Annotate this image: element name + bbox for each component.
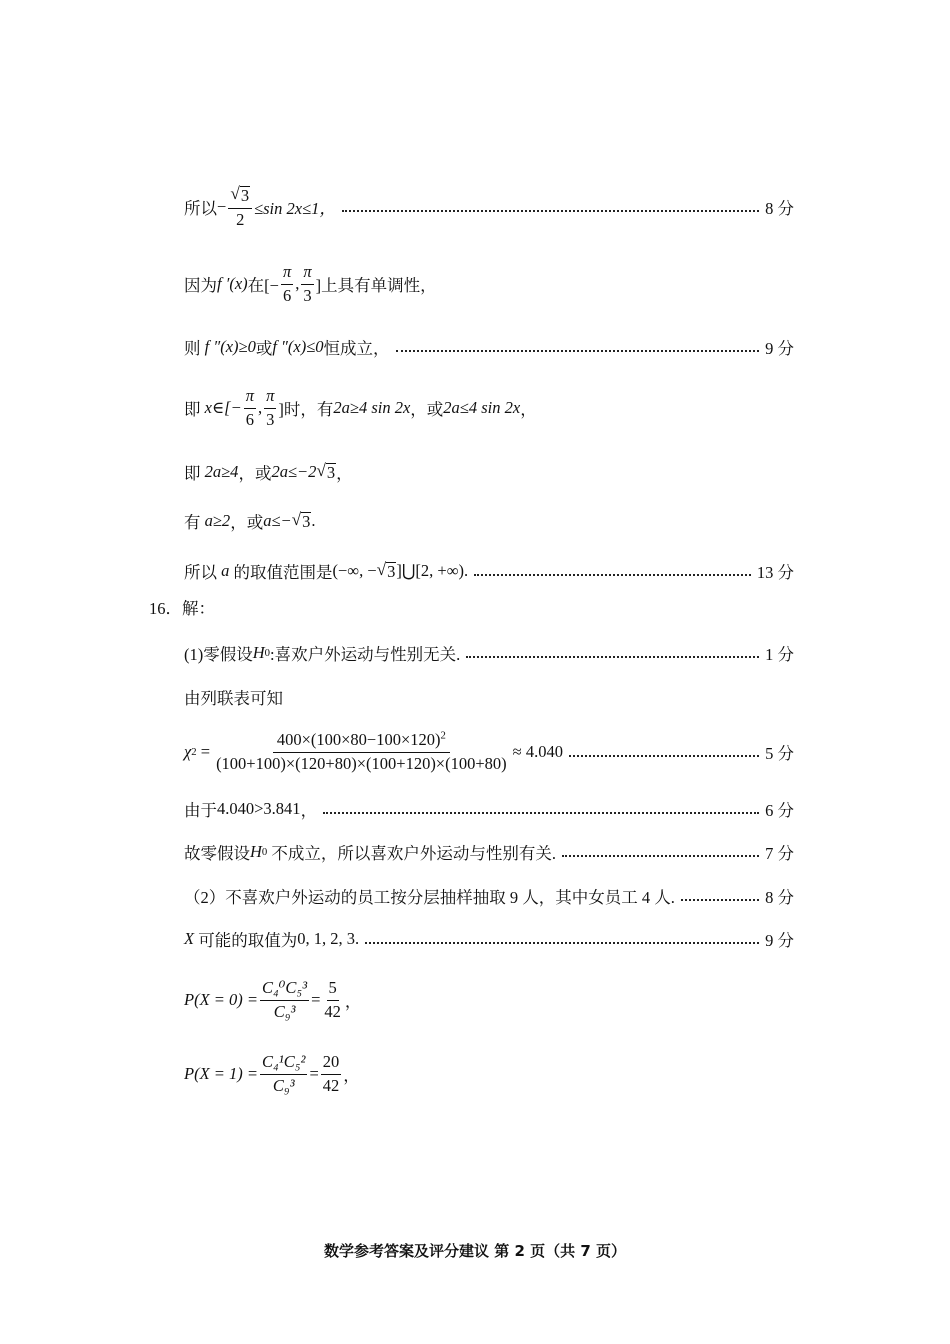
line-sin-range bbox=[184, 184, 794, 229]
fraction-pi-over-6 bbox=[281, 263, 293, 306]
text: 所以 bbox=[184, 199, 217, 218]
hypothesis-symbol: H bbox=[250, 842, 262, 861]
score: 8 分 bbox=[765, 888, 794, 907]
numerator: C₄⁰C₅³ bbox=[260, 979, 309, 1001]
text: ，或 bbox=[238, 464, 272, 483]
denominator: C₉³ bbox=[273, 1001, 296, 1021]
line-a-result bbox=[184, 506, 794, 536]
numerator: π bbox=[244, 387, 256, 409]
values: 0, 1, 2, 3 bbox=[297, 929, 355, 948]
chi-symbol: χ bbox=[184, 742, 192, 761]
denominator: C₉³ bbox=[272, 1075, 295, 1095]
superscript: 2 bbox=[440, 729, 446, 742]
text: . bbox=[311, 511, 316, 530]
text: 即 bbox=[184, 400, 201, 419]
text: 不成立，所以喜欢户外运动与性别有关. bbox=[271, 844, 557, 863]
hypothesis-symbol: H bbox=[252, 643, 265, 662]
text: 所以 bbox=[184, 563, 217, 582]
text: 由列联表可知 bbox=[184, 689, 283, 708]
leader-dots bbox=[342, 210, 759, 212]
problem-16-header: 16．解： bbox=[149, 599, 215, 618]
leader-dots bbox=[365, 942, 759, 944]
leader-dots bbox=[466, 656, 759, 658]
inequality-1: 2a≥4 bbox=[204, 462, 239, 481]
score: 9 分 bbox=[765, 931, 794, 950]
fraction-pi-over-3 bbox=[264, 387, 276, 430]
chi-square-fraction bbox=[212, 731, 511, 774]
text: ]上具有单调性， bbox=[315, 276, 437, 295]
text: 恒成立， bbox=[323, 339, 390, 358]
line-stratified-sampling bbox=[184, 881, 794, 911]
text: ，或 bbox=[410, 400, 444, 419]
line-monotonic bbox=[184, 261, 794, 305]
probability-lhs: P(X = 0) = bbox=[184, 990, 259, 1009]
line-p-x-1 bbox=[184, 1049, 794, 1099]
denominator: 42 bbox=[324, 1001, 341, 1021]
text: (1)零假设 bbox=[184, 645, 253, 664]
line-null-hypothesis: (1)零假设 H 0 :喜欢户外运动与性别无关. 1 分 bbox=[184, 643, 794, 664]
inequality-1: a≥2 bbox=[204, 511, 231, 530]
text: 或 bbox=[255, 339, 273, 358]
sqrt: √ 3 bbox=[316, 461, 336, 483]
derivative: f ′(x) bbox=[217, 274, 248, 293]
inequality-2: a≤− bbox=[263, 511, 292, 530]
score: 5 分 bbox=[765, 744, 794, 763]
text: . bbox=[354, 929, 360, 948]
approx-value: ≈ 4.040 bbox=[512, 742, 563, 761]
result-fraction bbox=[322, 979, 343, 1022]
numerator: C₄¹C₅² bbox=[260, 1053, 307, 1075]
equals: = bbox=[311, 990, 321, 1009]
text: ， bbox=[343, 1066, 360, 1085]
denominator: 2 bbox=[236, 209, 245, 229]
score: 7 分 bbox=[765, 844, 794, 863]
interval-left: (−∞, − bbox=[332, 561, 377, 580]
radicand: 3 bbox=[387, 562, 396, 582]
sqrt: √ 3 bbox=[291, 510, 311, 532]
fraction-sqrt3-over-2: √ 3 2 bbox=[228, 184, 252, 229]
probability-lhs: P(X = 1) = bbox=[184, 1064, 259, 1083]
separator: , bbox=[258, 398, 263, 417]
score: 9 分 bbox=[765, 339, 794, 358]
text: 在[− bbox=[247, 276, 279, 295]
line-a-bounds bbox=[184, 457, 794, 487]
result-fraction bbox=[321, 1053, 342, 1096]
numerator: π bbox=[281, 263, 293, 285]
numerator: 5 bbox=[327, 979, 339, 1001]
line-range-of-a bbox=[184, 556, 794, 586]
line-chi-square: χ 2 = $\frac{400\times(100\times 80-100\times 120)^2}{(100+100)\times(120+80)\times(100+120)\times(100+80)}$ ≈ 4.040 5 分 bbox=[184, 729, 794, 773]
text: ， bbox=[300, 801, 318, 820]
text: （2）不喜欢户外运动的员工按分层抽样抽取 9 人，其中女员工 4 人. bbox=[184, 888, 675, 907]
line-possible-values bbox=[184, 924, 794, 954]
numerator: 20 bbox=[321, 1053, 342, 1075]
inequality: 4.040>3.841 bbox=[217, 799, 301, 818]
line-p-x-0 bbox=[184, 975, 794, 1025]
leader-dots bbox=[681, 899, 759, 901]
text: 即 bbox=[184, 464, 201, 483]
text: :喜欢户外运动与性别无关. bbox=[270, 645, 461, 664]
text: 的取值范围是 bbox=[233, 563, 333, 582]
variable: a bbox=[221, 561, 230, 580]
fraction-pi-over-6 bbox=[244, 387, 256, 430]
text: ，或 bbox=[230, 513, 264, 532]
line-comparison bbox=[184, 794, 794, 824]
text: 可能的取值为 bbox=[198, 931, 298, 950]
line-contingency bbox=[184, 682, 794, 712]
denominator: 3 bbox=[266, 409, 275, 429]
inequality-2: 2a≤4 sin 2x bbox=[443, 398, 521, 417]
combination-fraction bbox=[260, 1053, 307, 1096]
minus-sign: − bbox=[217, 197, 227, 216]
denominator: 6 bbox=[282, 285, 292, 305]
combination-fraction bbox=[260, 979, 309, 1022]
leader-dots bbox=[396, 350, 760, 352]
sqrt: √ 3 bbox=[376, 560, 396, 582]
text: ， bbox=[336, 464, 353, 483]
leader-dots bbox=[474, 574, 751, 576]
text: ， bbox=[520, 400, 537, 419]
text: ]时，有 bbox=[278, 400, 334, 419]
equals: = bbox=[309, 1064, 319, 1083]
condition-2: f ″(x)≤0 bbox=[272, 337, 324, 356]
denominator: 3 bbox=[303, 285, 312, 305]
text: . bbox=[463, 561, 469, 580]
condition-1: f ″(x)≥0 bbox=[204, 337, 256, 356]
leader-dots bbox=[562, 855, 759, 857]
score: 8 分 bbox=[765, 199, 794, 218]
numerator: 400×(100×80−100×120) bbox=[276, 729, 441, 749]
line-conclusion: 故零假设 H 0 不成立，所以喜欢户外运动与性别有关. 7 分 bbox=[184, 842, 794, 863]
score: 1 分 bbox=[765, 645, 794, 664]
inequality: ≤sin 2x≤1， bbox=[254, 199, 336, 218]
leader-dots bbox=[569, 755, 759, 757]
interval-right: ]⋃[2, +∞) bbox=[396, 561, 464, 580]
numerator: π bbox=[264, 387, 276, 409]
inequality-2: 2a≤−2 bbox=[271, 462, 317, 481]
text: 则 bbox=[184, 339, 201, 358]
text: 因为 bbox=[184, 276, 217, 295]
line-second-derivative bbox=[184, 332, 794, 362]
radicand: 3 bbox=[326, 463, 336, 483]
variable: x∈[− bbox=[204, 398, 242, 417]
fraction-pi-over-3 bbox=[301, 263, 313, 306]
denominator: 42 bbox=[322, 1075, 340, 1095]
line-interval-condition bbox=[184, 385, 794, 429]
equals: = bbox=[200, 742, 211, 761]
inequality-1: 2a≥4 sin 2x bbox=[333, 398, 411, 417]
separator: , bbox=[295, 274, 300, 293]
radicand: 3 bbox=[302, 512, 311, 532]
page-footer: 数学参考答案及评分建议 第 2 页（共 7 页） bbox=[324, 1242, 626, 1260]
text: ， bbox=[344, 992, 362, 1011]
leader-dots bbox=[323, 812, 759, 814]
text: 有 bbox=[184, 513, 201, 532]
score: 13 分 bbox=[756, 563, 794, 582]
numerator: π bbox=[301, 263, 313, 285]
text: 由于 bbox=[184, 801, 217, 820]
text: 故零假设 bbox=[184, 844, 250, 863]
denominator: 6 bbox=[245, 409, 254, 429]
radicand: 3 bbox=[240, 186, 250, 206]
variable: X bbox=[184, 929, 195, 948]
denominator: (100+100)×(120+80)×(100+120)×(100+80) bbox=[216, 753, 507, 773]
score: 6 分 bbox=[765, 801, 794, 820]
